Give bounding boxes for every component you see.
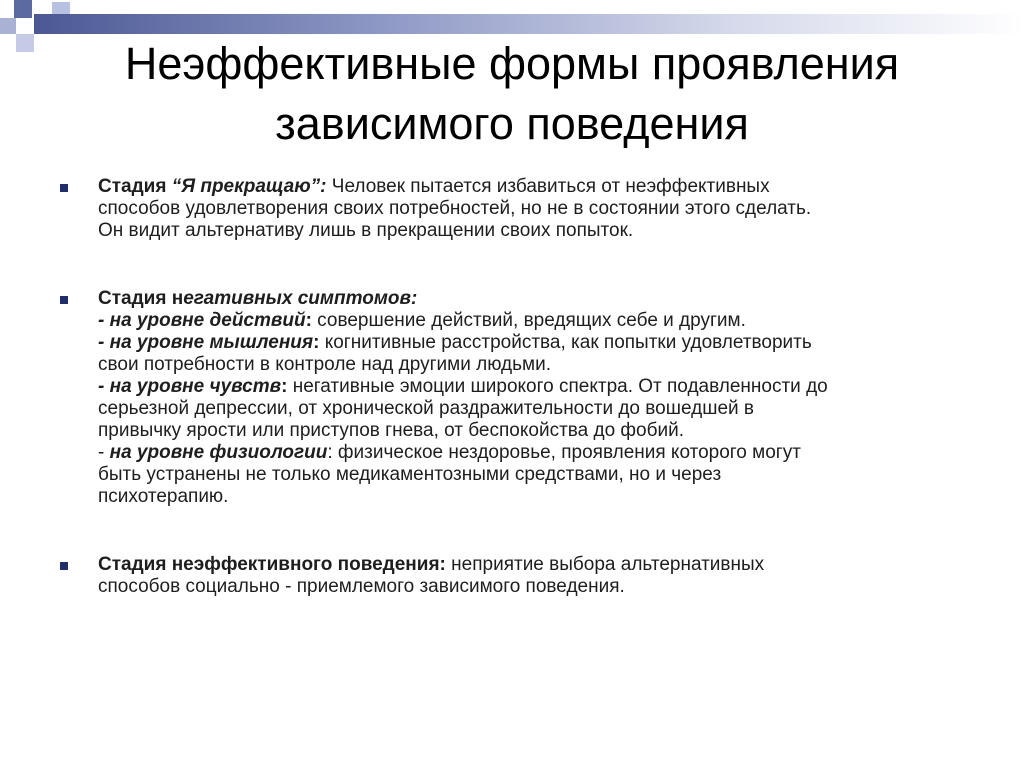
feelings-label: - на уровне чувств: [98, 376, 282, 397]
stage-label: Стадия неэффективного поведения:: [98, 554, 446, 575]
feelings-line: [98, 376, 990, 398]
actions-colon: :: [305, 310, 312, 331]
feelings-colon: :: [281, 376, 288, 397]
bullet-line: способов социально - приемлемого зависимого поведения.: [98, 576, 625, 597]
thinking-colon: :: [313, 332, 320, 353]
bullet-line: быть устранены не только медикаментозными средствами, но и через: [98, 464, 722, 485]
bullet-marker-icon: [60, 562, 68, 570]
actions-line: [98, 310, 990, 332]
stage-name: егативных симптомов:: [183, 288, 418, 309]
physio-colon: :: [327, 442, 333, 463]
bullet-line: [98, 554, 990, 576]
physio-text: физическое нездоровье, проявления которого могут: [332, 442, 801, 463]
slide-title: [20, 34, 1004, 154]
actions-label: - на уровне действий: [98, 310, 306, 331]
bullet-line: Он видит альтернативу лишь в прекращении своих попыток.: [98, 220, 634, 241]
bullet-list: [60, 176, 990, 598]
bullet-line: свои потребности в контроле над другими людьми.: [98, 354, 551, 375]
thinking-label: - на уровне мышления: [98, 332, 314, 353]
title-line-2: зависимого поведения: [275, 98, 749, 149]
physio-line: [98, 442, 990, 464]
stage-text: Человек пытается избавиться от неэффективных: [326, 176, 770, 197]
bullet-stage-ineffective-behavior: [60, 554, 990, 598]
bullet-marker-icon: [60, 184, 68, 192]
stage-prefix: Стадия н: [98, 288, 184, 309]
actions-text: совершение действий, вредящих себе и другим.: [311, 310, 746, 331]
bullet-line: [98, 288, 990, 310]
bullet-line: [98, 176, 990, 198]
title-gradient-rule: [34, 14, 1024, 34]
stage-prefix: Стадия: [98, 176, 172, 197]
thinking-line: [98, 332, 990, 354]
bullet-line: серьезной депрессии, от хронической раздражительности до вошедшей в: [98, 398, 755, 419]
bullet-marker-icon: [60, 296, 68, 304]
stage-text: неприятие выбора альтернативных: [445, 554, 765, 575]
decorative-square: [14, 0, 32, 18]
bullet-line: психотерапию.: [98, 486, 229, 507]
bullet-stage-negative-symptoms: [60, 288, 990, 508]
feelings-text: негативные эмоции широкого спектра. От подавленности до: [287, 376, 828, 397]
physio-dash: -: [98, 442, 110, 463]
bullet-line: привычку ярости или приступов гнева, от беспокойства до фобий.: [98, 420, 685, 441]
title-line-1: Неэффективные формы проявления: [124, 38, 900, 89]
physio-label: на уровне физиологии: [109, 442, 328, 463]
bullet-stage-stop: [60, 176, 990, 242]
stage-name: “Я прекращаю”:: [171, 176, 327, 197]
bullet-line: способов удовлетворения своих потребностей, но не в состоянии этого сделать.: [98, 198, 812, 219]
thinking-text: когнитивные расстройства, как попытки удовлетворить: [319, 332, 812, 353]
decorative-square: [0, 18, 16, 34]
